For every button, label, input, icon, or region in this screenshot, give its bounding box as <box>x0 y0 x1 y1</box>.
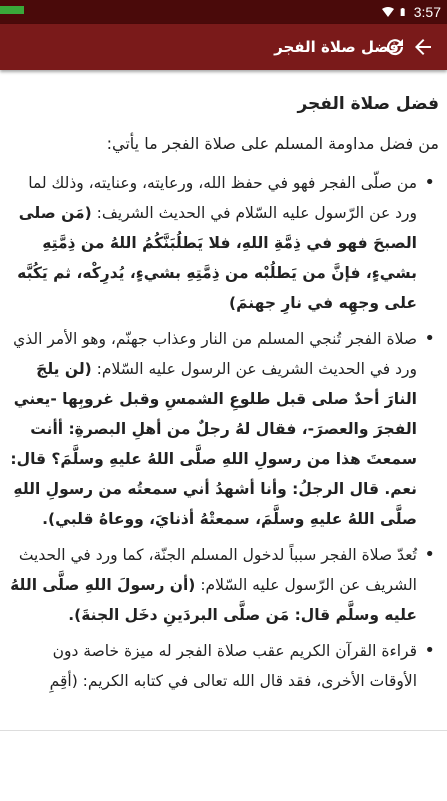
article-intro: من فضل مداومة المسلم على صلاة الفجر ما يأتي: <box>106 134 439 153</box>
article-points-list <box>10 168 439 696</box>
point-text: تُعدّ صلاة الفجر سبباً لدخول المسلم الجنّة، كما ورد في الحديث الشريف عن الرّسول عليه السّلام: <box>18 546 417 594</box>
list-item <box>10 540 417 630</box>
point-text: صلاة الفجر تُنجي المسلم من النار وعذاب جهنّم، وهو الأمر الذي ورد في الحديث الشريف عن الرسول عليه السّلام: <box>13 330 417 378</box>
article-heading: فضل صلاة الفجر <box>297 94 439 114</box>
hadith-text: (مَن صلى الصبحَ فهو في ذِمَّةِ اللهِ، فلا يَطلُبَنَّكُمُ اللهُ من ذِمَّتِهِ بشيءٍ، فإنَّ من يَطلُبْه من ذِمَّتِهِ بشيءٍ، يُدرِكْه، ثم يَكُبَّه على وجهِه في نارِ جهنمَ) <box>17 204 417 312</box>
notification-indicator <box>0 6 24 14</box>
status-bar <box>0 0 447 24</box>
list-item <box>10 168 417 318</box>
app-bar <box>0 24 447 70</box>
hadith-text: (لن يلجَ النارَ أحدٌ صلى قبل طلوعِ الشمسِ وقبل غروبِها -يعني الفجرَ والعصرَ-، فقال لهُ رجلٌ من أهلِ البصرةِ: أأنت سمعتَ هذا من رسولِ اللهِ صلَّى اللهُ عليهِ وسلَّمَ؟ قال: نعم. قال الرجلُ: وأنا أشهدُ أني سمعتُه من رسولِ اللهِ صلَّى اللهُ عليهِ وسلَّمَ، سمعتْهُ أذنايَ، ووعاهُ قلبي). <box>10 360 417 528</box>
list-item <box>10 636 417 696</box>
point-text: قراءة القرآن الكريم عقب صلاة الفجر له ميزة خاصة دون الأوقات الأخرى، فقد قال الله تعالى في كتابه الكريم: (أقِمِ <box>49 642 417 690</box>
list-item <box>10 324 417 534</box>
point-text: من صلّى الفجر فهو في حفظ الله، ورعايته، وعنايته، وذلك لما ورد عن الرّسول عليه السّلام في الحديث الشريف: <box>28 174 417 222</box>
status-time: 3:57 <box>413 4 441 20</box>
navigation-bar <box>0 730 447 801</box>
wifi-icon <box>382 6 394 18</box>
hadith-text: (أن رسولَ اللهِ صلَّى اللهُ عليه وسلَّم قال: مَن صلَّى البردَينِ دخَل الجنةَ). <box>10 576 417 624</box>
app-bar-title: فضل صلاة الفجر <box>274 38 399 56</box>
article-content <box>0 70 447 730</box>
battery-icon <box>400 6 408 18</box>
back-arrow-icon[interactable] <box>411 35 435 59</box>
